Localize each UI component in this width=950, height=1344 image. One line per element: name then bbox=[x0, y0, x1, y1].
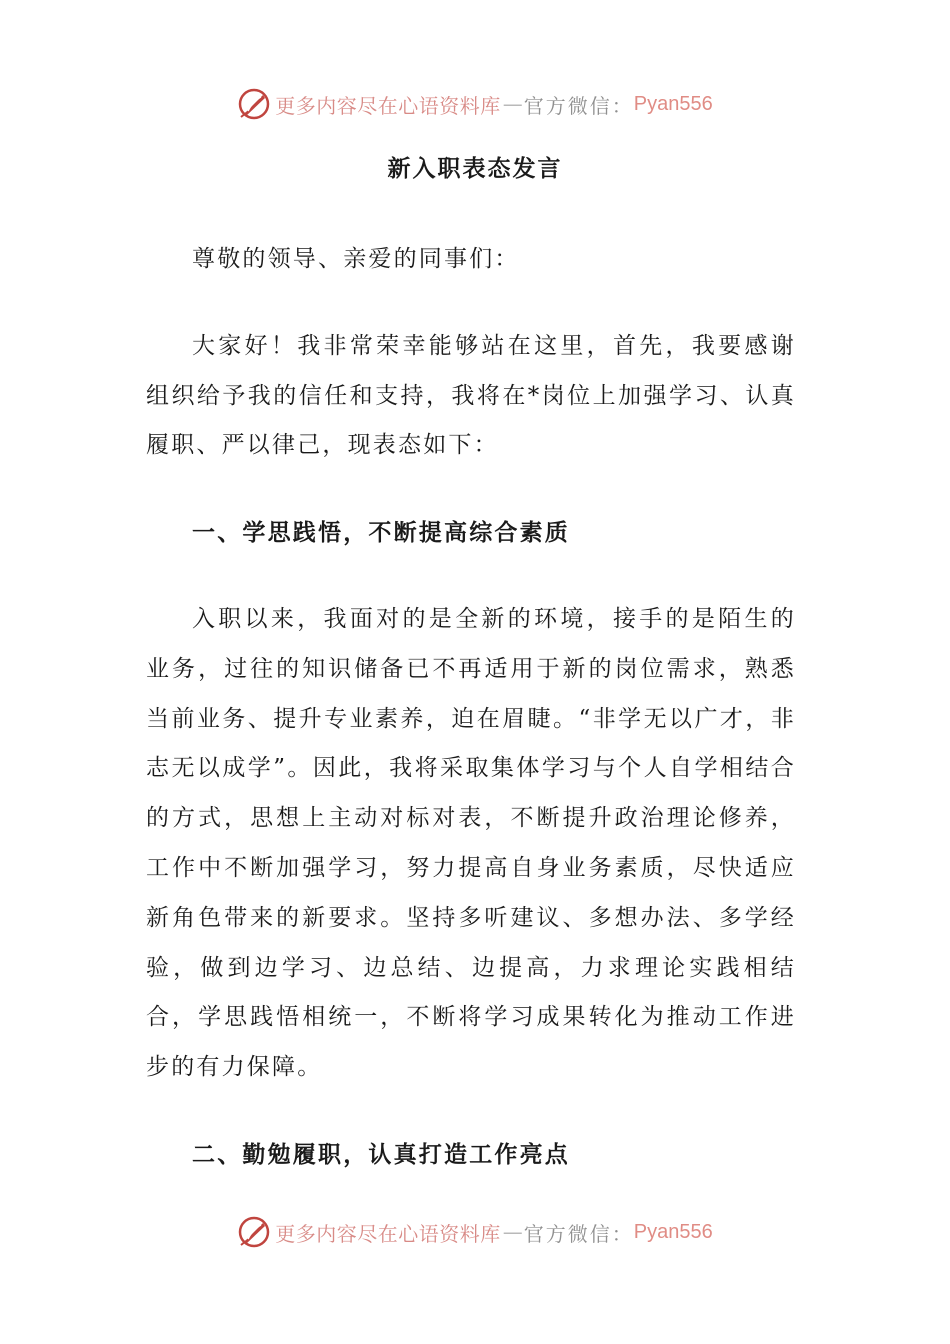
intro-paragraph: 大家好！我非常荣幸能够站在这里，首先，我要感谢组织给予我的信任和支持，我将在*岗位上加强学习、认真履职、严以律己，现表态如下： bbox=[146, 332, 796, 459]
footer-watermark bbox=[0, 1212, 950, 1252]
watermark-text: 更多内容尽在心语资料库 bbox=[275, 93, 501, 118]
quill-logo-icon bbox=[237, 1215, 271, 1249]
watermark-label: 官方微信： bbox=[523, 1221, 634, 1246]
header-watermark bbox=[0, 84, 950, 124]
document-title: 新入职表态发言 bbox=[387, 155, 563, 182]
document-body bbox=[146, 235, 796, 1217]
section-heading-1: 一、学思践悟，不断提高综合素质 bbox=[192, 519, 570, 547]
watermark-text: 更多内容尽在心语资料库 bbox=[275, 1221, 501, 1246]
watermark-id: Pyan556 bbox=[633, 92, 713, 115]
quill-logo-icon bbox=[237, 87, 271, 121]
watermark-id: Pyan556 bbox=[633, 1220, 713, 1243]
watermark-separator: — bbox=[502, 92, 522, 116]
watermark-separator: — bbox=[502, 1220, 522, 1244]
salutation: 尊敬的领导、亲爱的同事们： bbox=[192, 246, 520, 272]
section-heading-2: 二、勤勉履职，认真打造工作亮点 bbox=[192, 1140, 570, 1168]
watermark-label: 官方微信： bbox=[523, 93, 634, 118]
section-body-1: 入职以来，我面对的是全新的环境，接手的是陌生的业务，过往的知识储备已不再适用于新的岗位需求，熟悉当前业务、提升专业素养，迫在眉睫。“非学无以广才，非志无以成学”。因此，我将采取集体学习与个人自学相结合的方式，思想上主动对标对表，不断提升政治理论修养，工作中不断加强学习，努力提高自身业务素质，尽快适应新角色带来的新要求。坚持多听建议、多想办法、多学经验，做到边学习、边总结、边提高，力求理论实践相结合，学思践悟相统一，不断将学习成果转化为推动工作进步的有力保障。 bbox=[146, 605, 796, 1081]
